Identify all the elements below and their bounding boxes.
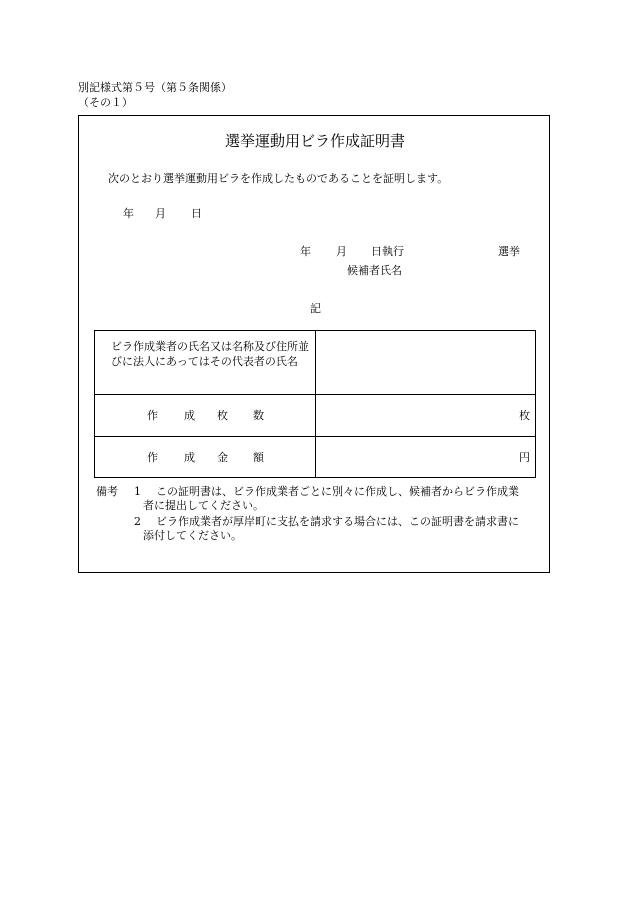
count-label-cell [95,395,316,437]
note-2-number: 2 [134,515,141,528]
note-1-number: 1 [134,485,141,498]
vendor-label: ビラ作成業者の氏名又は名称及び住所並びに法人にあってはその代表者の氏名 [111,340,309,368]
amount-label-char: 金 [217,451,228,464]
count-value-cell[interactable] [316,395,535,437]
amount-value-cell[interactable] [316,437,535,478]
election-month-label: 月 [336,245,347,258]
ki-label: 記 [310,302,321,315]
document-title: 選挙運動用ビラ作成証明書 [224,132,405,150]
count-label-char: 枚 [217,409,228,422]
form-number: 別記様式第５号（第５条関係） [78,81,232,94]
note-1-line-2: 者に提出してください。 [143,499,264,512]
amount-label-char: 成 [184,451,195,464]
table-row [95,436,535,478]
count-label-char: 作 [147,409,158,422]
table-row [95,331,535,394]
note-2-line-2: 添付してください。 [143,529,242,542]
election-year-label: 年 [300,245,311,258]
count-label-char: 成 [184,409,195,422]
count-label-char: 数 [253,409,264,422]
amount-unit: 円 [519,451,530,464]
note-1-line-1: この証明書は、ビラ作成業者ごとに別々に作成し、候補者からビラ作成業 [156,485,519,498]
date-day-label: 日 [191,207,202,220]
count-unit: 枚 [519,409,530,422]
vendor-value-cell[interactable] [316,331,535,394]
vendor-label-cell [95,331,316,394]
details-table [94,330,536,478]
intro-text: 次のとおり選挙運動用ビラを作成したものであることを証明します。 [108,172,449,185]
amount-label-cell [95,437,316,478]
table-row [95,394,535,437]
amount-label-char: 額 [253,451,264,464]
election-day-label: 日執行 [371,245,404,258]
election-type-label: 選挙 [498,245,520,258]
date-month-label: 月 [155,207,166,220]
candidate-name-label: 候補者氏名 [347,264,402,277]
notes-label: 備考 [96,485,118,498]
amount-label-char: 作 [147,451,158,464]
date-year-label: 年 [123,207,134,220]
note-2-line-1: ビラ作成業者が厚岸町に支払を請求する場合には、この証明書を請求書に [156,515,519,528]
form-sub-number: （その１） [78,96,133,109]
